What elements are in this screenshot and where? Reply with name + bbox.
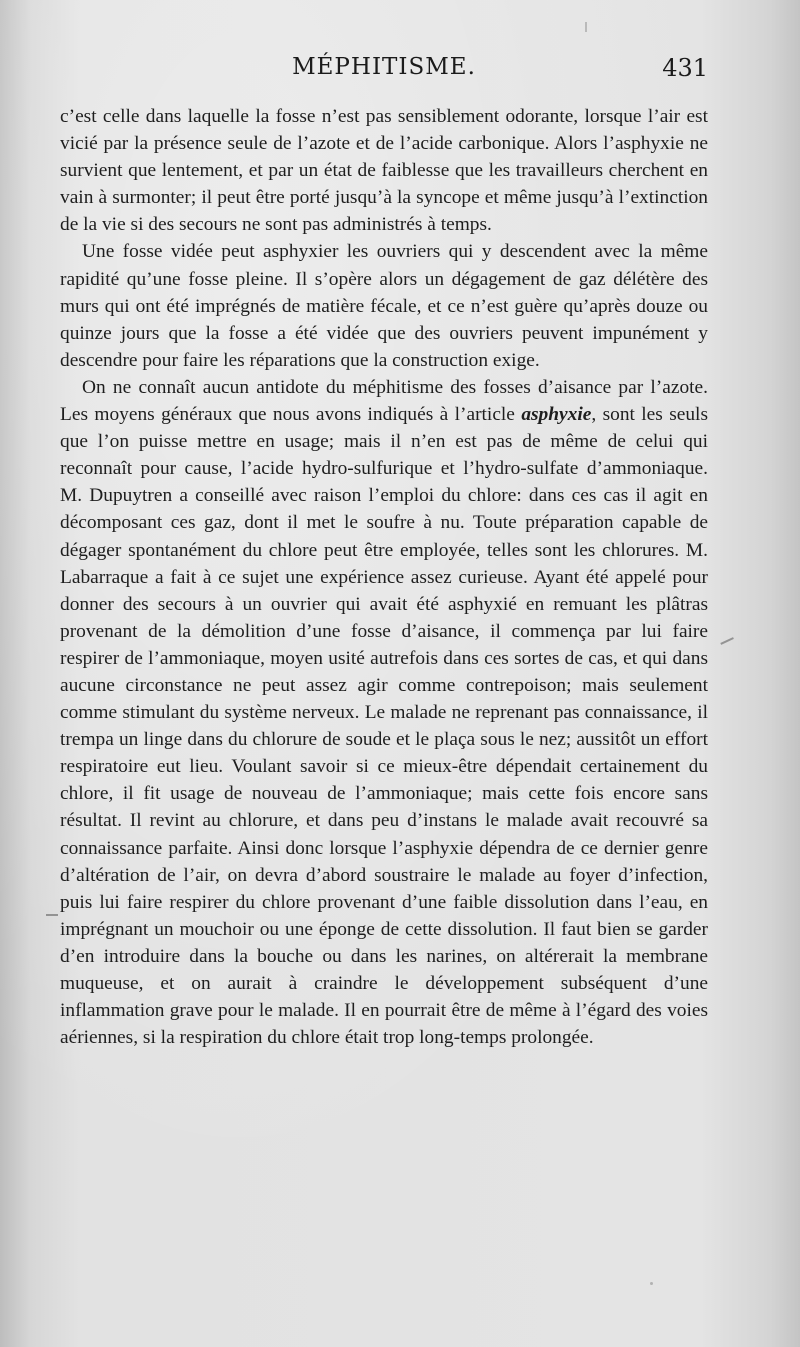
paragraph-antidote [60, 374, 708, 1051]
paper-speck [46, 914, 58, 916]
paper-speck [585, 22, 587, 32]
body-text [60, 103, 708, 1051]
paragraph-antidote-rest: , sont les seuls que l’on puisse mettre en usage; mais il n’en est pas de même de celui qui reconnaît pour cause, l’acide hydro-sulfurique et l’hydro-sulfate d’ammoniaque. M. Dupuytren a conseillé avec raison l’emploi du chlore: dans ces cas il agit en décomposant ces gaz, dont il met le soufre à nu. Toute préparation capable de dégager spontanément du chlore peut être employée, telles sont les chlorures. M. Labarraque a fait à ce sujet une expérience assez curieuse. Ayant été appelé pour donner des secours à un ouvrier qui avait été asphyxié en remuant les plâtras provenant de la démolition d’une fosse d’aisance, il commença par lui faire respirer de l’ammoniaque, moyen usité autrefois dans ces sortes de cas, et qui dans aucune circonstance ne peut assez agir comme contrepoison; mais seulement comme stimulant du système nerveux. Le malade ne reprenant pas connaissance, il trempa un linge dans du chlorure de soude et le plaça sous le nez; aussitôt un effort respiratoire eut lieu. Voulant savoir si ce mieux-être dépendait certainement du chlore, il fit usage de nouveau de l’ammoniaque; mais cette fois encore sans résultat. Il revint au chlorure, et dans peu d’instans le malade avait recouvré sa connaissance parfaite. Ainsi donc lorsque l’asphyxie dépendra de ce dernier genre d’altération de l’air, on devra d’abord soustraire le malade au foyer d’infection, puis lui faire respirer du chlore provenant d’une faible dissolution dans l’eau, en imprégnant un mouchoir ou une éponge de cette dissolution. Il faut bien se garder d’en introduire dans la bouche ou dans les narines, on altérerait la membrane muqueuse, et on aurait à craindre le développement subséquent d’une inflammation grave pour le malade. Il en pourrait être de même à l’égard des voies aériennes, si la respiration du chlore était trop long-temps prolongée. [60, 404, 708, 1049]
paragraph-empty-pit: Une fosse vidée peut asphyxier les ouvriers qui y descendent avec la même rapidité qu’une fosse pleine. Il s’opère alors un dégagement de gaz délétère des murs qui ont été imprégnés de matière fécale, et ce n’est guère qu’après douze ou quinze jours que la fosse a été vidée que des ouvriers peuvent impunément y descendre pour faire les réparations que la construction exige. [60, 241, 708, 371]
paper-speck [720, 637, 733, 644]
paragraph-continuation: c’est celle dans laquelle la fosse n’est pas sensiblement odorante, lorsque l’air est vicié par la présence seule de l’azote et de l’acide carbonique. Alors l’asphyxie ne survient que lentement, et par un état de faiblesse que les travailleurs cherchent en vain à surmonter; il peut être porté jusqu’à la syncope et même jusqu’à l’extinction de la vie si des secours ne sont pas administrés à temps. [60, 106, 708, 236]
page-header [60, 54, 708, 94]
paragraph-antidote-start: On ne connaît aucun antidote du méphitisme des fosses d’aisance par l’azote. Les moyens généraux que nous avons indiqués à l’article [60, 376, 708, 426]
italic-term: asphyxie [521, 404, 592, 426]
page-number: 431 [662, 54, 708, 82]
paper-speck [650, 1282, 653, 1285]
running-title: MÉPHITISME. [292, 54, 476, 80]
